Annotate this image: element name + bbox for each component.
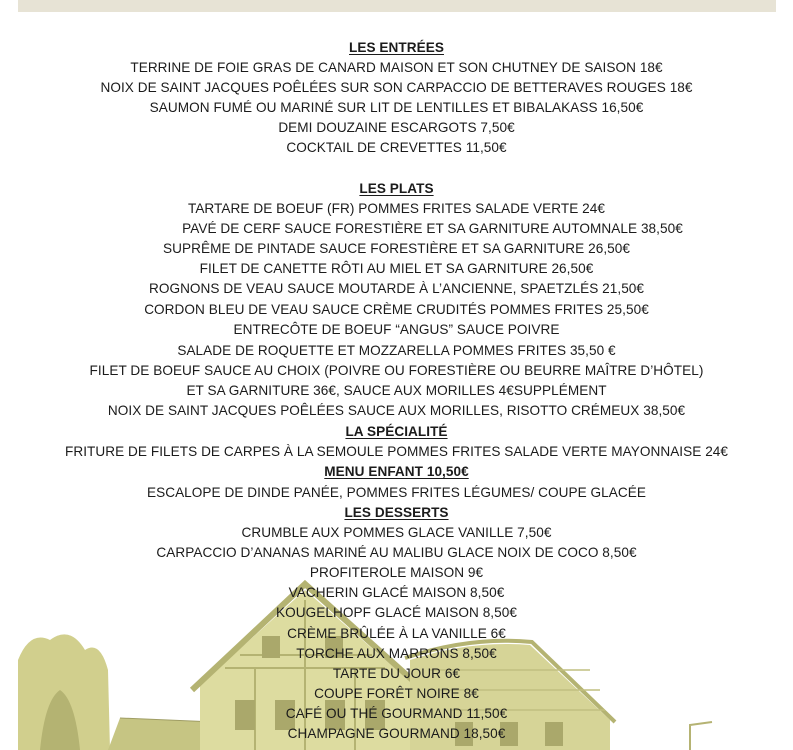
menu-item: COUPE FORÊT NOIRE 8€	[314, 686, 479, 701]
menu-item: TERRINE DE FOIE GRAS DE CANARD MAISON ET SON CHUTNEY DE SAISON 18€	[130, 60, 663, 75]
menu-item: CRÈME BRÛLÉE À LA VANILLE 6€	[287, 626, 506, 641]
menu-item: COCKTAIL DE CREVETTES 11,50€	[286, 140, 507, 155]
menu-item: ROGNONS DE VEAU SAUCE MOUTARDE À L’ANCIENNE, SPAETZLÉS 21,50€	[148, 281, 645, 296]
menu-item: SUPRÊME DE PINTADE SAUCE FORESTIÈRE ET SA GARNITURE 26,50€	[163, 241, 630, 256]
section-heading-entrees: LES ENTRÉES	[349, 40, 444, 55]
menu-item: SAUMON FUMÉ OU MARINÉ SUR LIT DE LENTILLES ET BIBALAKASS 16,50€	[149, 100, 644, 115]
menu-item: TARTE DU JOUR 6€	[332, 666, 461, 681]
menu-item: CORDON BLEU DE VEAU SAUCE CRÈME CRUDITÉS POMMES FRITES 25,50€	[144, 302, 649, 317]
menu-item: PROFITEROLE MAISON 9€	[309, 565, 484, 580]
menu-item: FRITURE DE FILETS DE CARPES À LA SEMOULE POMMES FRITES SALADE VERTE MAYONNAISE 24€	[64, 444, 729, 459]
menu-item: KOUGELHOPF GLACÉ MAISON 8,50€	[276, 605, 517, 620]
section-heading-plats: LES PLATS	[359, 181, 434, 196]
menu-item: FILET DE BOEUF SAUCE AU CHOIX (POIVRE OU FORESTIÈRE OU BEURRE MAÎTRE D’HÔTEL)	[89, 363, 704, 378]
menu-item: NOIX DE SAINT JACQUES POÊLÉES SUR SON CARPACCIO DE BETTERAVES ROUGES 18€	[100, 80, 693, 95]
menu-item: NOIX DE SAINT JACQUES POÊLÉES SAUCE AUX MORILLES, RISOTTO CRÉMEUX 38,50€	[107, 403, 686, 418]
menu-item: VACHERIN GLACÉ MAISON 8,50€	[288, 585, 505, 600]
menu-item: FILET DE CANETTE RÔTI AU MIEL ET SA GARNITURE 26,50€	[199, 261, 594, 276]
menu-item: CAFÉ OU THÉ GOURMAND 11,50€	[285, 706, 508, 721]
menu-item: ESCALOPE DE DINDE PANÉE, POMMES FRITES LÉGUMES/ COUPE GLACÉE	[146, 485, 647, 500]
menu-item: TARTARE DE BOEUF (FR) POMMES FRITES SALADE VERTE 24€	[187, 201, 606, 216]
menu-item: TORCHE AUX MARRONS 8,50€	[296, 646, 497, 661]
menu-item: DEMI DOUZAINE ESCARGOTS 7,50€	[278, 120, 515, 135]
section-heading-menu-enfant: MENU ENFANT 10,50€	[324, 464, 469, 479]
menu-item: CHAMPAGNE GOURMAND 18,50€	[287, 726, 506, 741]
menu-item: ENTRECÔTE DE BOEUF “ANGUS” SAUCE POIVRE	[233, 322, 560, 337]
menu-item: CRUMBLE AUX POMMES GLACE VANILLE 7,50€	[241, 525, 552, 540]
section-heading-desserts: LES DESSERTS	[344, 505, 449, 520]
menu-item: SALADE DE ROQUETTE ET MOZZARELLA POMMES FRITES 35,50 €	[177, 343, 616, 358]
menu-item: ET SA GARNITURE 36€, SAUCE AUX MORILLES 4€SUPPLÉMENT	[186, 383, 607, 398]
menu-item: CARPACCIO D’ANANAS MARINÉ AU MALIBU GLACE NOIX DE COCO 8,50€	[156, 545, 637, 560]
section-heading-specialite: LA SPÉCIALITÉ	[345, 424, 448, 439]
menu-item: PAVÉ DE CERF SAUCE FORESTIÈRE ET SA GARNITURE AUTOMNALE 38,50€	[182, 221, 683, 236]
